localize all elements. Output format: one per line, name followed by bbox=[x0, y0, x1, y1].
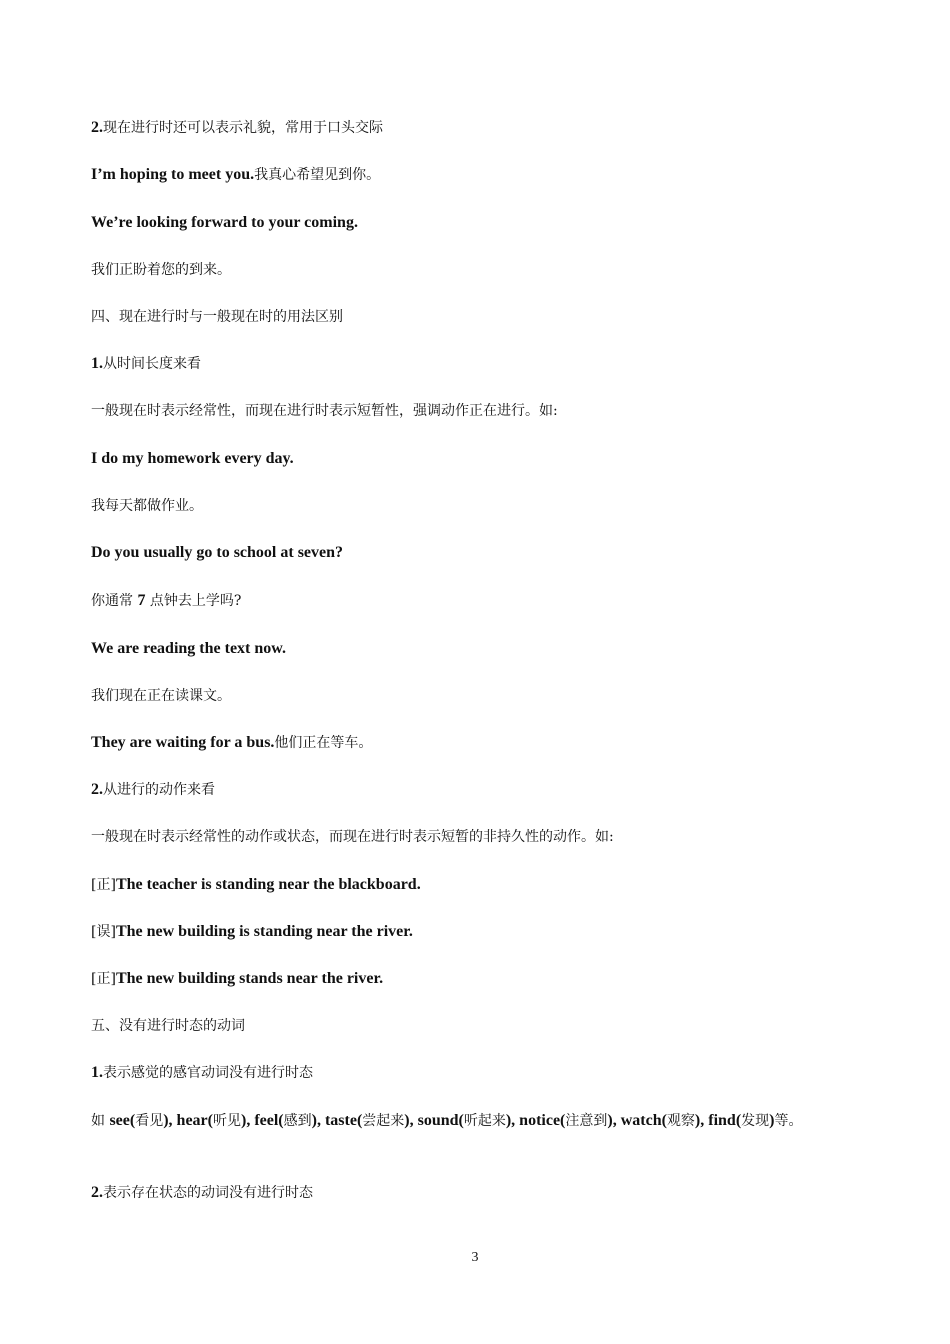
chinese-text: 观察 bbox=[666, 1113, 695, 1129]
chinese-text: 感到 bbox=[283, 1113, 312, 1129]
text-line bbox=[91, 683, 861, 708]
chinese-text: 表示存在状态的动词没有进行时态 bbox=[103, 1185, 313, 1201]
english-text: The new building stands near the river. bbox=[115, 970, 384, 987]
chinese-text: 尝起来 bbox=[362, 1113, 405, 1129]
chinese-text: 如 bbox=[91, 1113, 110, 1129]
chinese-text: 现在进行时还可以表示礼貌，常用于口头交际 bbox=[103, 120, 383, 136]
chinese-text: 我们现在正在读课文。 bbox=[91, 688, 231, 704]
chinese-text: 五、没有进行时态的动词 bbox=[91, 1018, 245, 1034]
english-text: The teacher is standing near the blackboard. bbox=[115, 876, 421, 893]
chinese-text: 表示感觉的感官动词没有进行时态 bbox=[103, 1065, 313, 1081]
english-text: ), taste( bbox=[311, 1112, 363, 1129]
english-text: They are waiting for a bus. bbox=[91, 734, 275, 751]
text-line bbox=[91, 398, 861, 423]
english-text: ) bbox=[769, 1112, 775, 1129]
chinese-text: 从进行的动作来看 bbox=[103, 782, 215, 798]
english-text: 1. bbox=[91, 355, 103, 372]
text-line bbox=[91, 872, 861, 897]
english-text: ), watch( bbox=[607, 1112, 667, 1129]
english-text: We’re looking forward to your coming. bbox=[91, 214, 358, 231]
english-text: I’m hoping to meet you. bbox=[91, 166, 255, 183]
chinese-text: [正] bbox=[91, 971, 116, 987]
english-text: 2. bbox=[91, 781, 103, 798]
english-text: 7 bbox=[137, 592, 146, 609]
text-line bbox=[91, 493, 861, 518]
english-text: 2. bbox=[91, 119, 103, 136]
text-line bbox=[91, 210, 861, 235]
text-line bbox=[91, 730, 861, 755]
chinese-text: 我每天都做作业。 bbox=[91, 498, 203, 514]
text-line bbox=[91, 257, 861, 282]
chinese-text: 点钟去上学吗? bbox=[145, 593, 242, 609]
text-line bbox=[91, 162, 861, 187]
text-line bbox=[91, 1060, 861, 1085]
text-line bbox=[91, 540, 861, 565]
english-text: I do my homework every day. bbox=[91, 450, 294, 467]
chinese-text: 你通常 bbox=[91, 593, 138, 609]
chinese-text: 听见 bbox=[212, 1113, 241, 1129]
text-line bbox=[91, 351, 861, 376]
text-line bbox=[91, 777, 861, 802]
chinese-text: 发现 bbox=[741, 1113, 770, 1129]
chinese-text: 听起来 bbox=[463, 1113, 506, 1129]
chinese-text: 一般现在时表示经常性，而现在进行时表示短暂性，强调动作正在进行。如: bbox=[91, 403, 558, 419]
english-text: ), find( bbox=[694, 1112, 742, 1129]
text-line bbox=[91, 824, 861, 849]
page-number: 3 bbox=[471, 1250, 479, 1265]
english-text: The new building is standing near the river. bbox=[115, 923, 413, 940]
english-text: see( bbox=[109, 1112, 136, 1129]
text-line bbox=[91, 115, 861, 140]
chinese-text: 注意到 bbox=[565, 1113, 608, 1129]
english-text: 2. bbox=[91, 1184, 103, 1201]
chinese-text: 四、现在进行时与一般现在时的用法区别 bbox=[91, 309, 343, 325]
english-text: We are reading the text now. bbox=[91, 640, 286, 657]
chinese-text: 我真心希望见到你。 bbox=[254, 167, 381, 183]
chinese-text: 从时间长度来看 bbox=[103, 356, 201, 372]
text-line bbox=[91, 1108, 861, 1133]
text-line bbox=[91, 636, 861, 661]
chinese-text: 一般现在时表示经常性的动作或状态，而现在进行时表示短暂的非持久性的动作。如: bbox=[91, 829, 614, 845]
text-line bbox=[91, 919, 861, 944]
chinese-text: [误] bbox=[91, 924, 116, 940]
english-text: Do you usually go to school at seven? bbox=[91, 544, 344, 561]
english-text: ), feel( bbox=[240, 1112, 284, 1129]
chinese-text: 看见 bbox=[135, 1113, 164, 1129]
chinese-text: [正] bbox=[91, 877, 116, 893]
english-text: ), hear( bbox=[163, 1112, 213, 1129]
text-line bbox=[91, 304, 861, 329]
english-text: 1. bbox=[91, 1064, 103, 1081]
text-line bbox=[91, 1013, 861, 1038]
chinese-text: 他们正在等车。 bbox=[274, 735, 373, 751]
text-line bbox=[91, 1180, 861, 1205]
english-text: ), sound( bbox=[404, 1112, 464, 1129]
english-text: ), notice( bbox=[505, 1112, 566, 1129]
text-line bbox=[91, 446, 861, 471]
text-line bbox=[91, 966, 861, 991]
chinese-text: 我们正盼着您的到来。 bbox=[91, 262, 231, 278]
chinese-text: 等。 bbox=[774, 1113, 803, 1129]
text-line bbox=[91, 588, 861, 613]
